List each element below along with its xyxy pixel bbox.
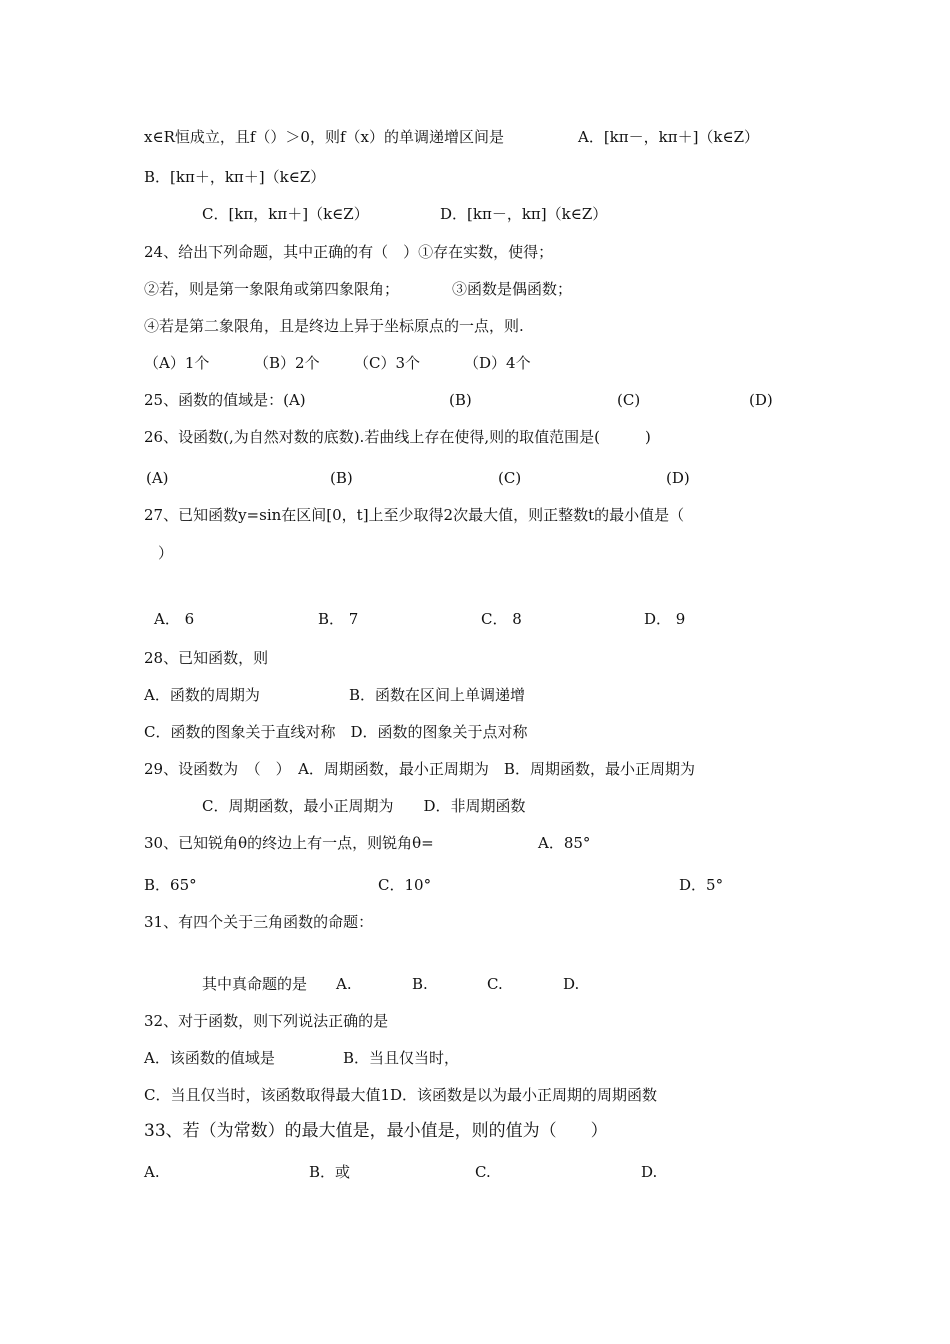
q23-option-c: C．[kπ，kπ＋]（k∈Z） xyxy=(202,205,369,223)
q24-statement-4: ④若是第二象限角，且是终边上异于坐标原点的一点，则. xyxy=(144,317,524,335)
q31-subprompt: 其中真命题的是 xyxy=(202,975,308,993)
q24-statement-2: ②若，则是第一象限角或第四象限角； xyxy=(144,280,400,298)
q24-option-a: （A）1个 xyxy=(144,354,210,372)
q23-option-d: D．[kπ－，kπ]（k∈Z） xyxy=(440,205,608,223)
q30-option-d: D．5° xyxy=(679,876,724,894)
q26-option-c: (C) xyxy=(498,469,522,487)
q30-stem: 30、已知锐角θ的终边上有一点，则锐角θ= xyxy=(144,834,434,852)
q25-option-c: (C) xyxy=(617,391,641,409)
q28-stem: 28、已知函数，则 xyxy=(144,649,269,667)
q27-option-b: B． 7 xyxy=(318,610,359,628)
q28-option-b: B．函数在区间上单调递增 xyxy=(349,686,526,704)
q23-option-b: B．[kπ＋，kπ＋]（k∈Z） xyxy=(144,168,326,186)
q31-option-b: B. xyxy=(412,975,428,993)
q33-option-b: B．或 xyxy=(309,1163,351,1181)
q25-option-b: (B) xyxy=(449,391,472,409)
q25-stem: 25、函数的值域是：(A) xyxy=(144,391,306,409)
q33-option-c: C. xyxy=(475,1163,491,1181)
q32-stem: 32、对于函数，则下列说法正确的是 xyxy=(144,1012,389,1030)
q23-stem: x∈R恒成立，且f（）＞0，则f（x）的单调递增区间是 xyxy=(144,128,504,146)
q27-option-a: A． 6 xyxy=(154,610,195,628)
q26-option-d: (D) xyxy=(666,469,690,487)
q27-stem: 27、已知函数y=sin在区间[0，t]上至少取得2次最大值，则正整数t的最小值是（ xyxy=(144,506,685,524)
q26-option-a: (A) xyxy=(146,469,169,487)
q31-option-c: C. xyxy=(487,975,503,993)
q28-option-a: A．函数的周期为 xyxy=(144,686,260,704)
q29-options-cd: C．周期函数，最小正周期为 D．非周期函数 xyxy=(202,797,526,815)
q25-option-d: (D) xyxy=(749,391,773,409)
q24-option-b: （B）2个 xyxy=(254,354,320,372)
q27-close-paren: ） xyxy=(158,544,174,562)
q33-stem: 33、若（为常数）的最大值是，最小值是，则的值为（ ） xyxy=(144,1121,608,1141)
q31-stem: 31、有四个关于三角函数的命题： xyxy=(144,913,374,931)
q31-option-a: A. xyxy=(336,975,352,993)
q23-option-a: A．[kπ－，kπ＋]（k∈Z） xyxy=(578,128,760,146)
q26-stem: 26、设函数(,为自然对数的底数).若曲线上存在使得,则的取值范围是( ) xyxy=(144,428,651,446)
q32-options-cd: C．当且仅当时，该函数取得最大值1D．该函数是以为最小正周期的周期函数 xyxy=(144,1086,658,1104)
q28-options-cd: C．函数的图象关于直线对称 D．函数的图象关于点对称 xyxy=(144,723,528,741)
q32-option-a: A．该函数的值域是 xyxy=(144,1049,275,1067)
q33-option-a: A. xyxy=(144,1163,160,1181)
q24-option-c: （C）3个 xyxy=(354,354,421,372)
q30-option-c: C．10° xyxy=(378,876,432,894)
q24-option-d: （D）4个 xyxy=(464,354,531,372)
q32-option-b: B．当且仅当时， xyxy=(343,1049,460,1067)
q33-option-d: D. xyxy=(641,1163,658,1181)
q27-option-c: C． 8 xyxy=(481,610,522,628)
q29-stem: 29、设函数为 （ ） A．周期函数，最小正周期为 B．周期函数，最小正周期为 xyxy=(144,760,695,778)
q31-option-d: D. xyxy=(563,975,580,993)
q24-stem: 24、给出下列命题，其中正确的有（ ）①存在实数，使得； xyxy=(144,243,554,261)
q30-option-b: B．65° xyxy=(144,876,197,894)
q24-statement-3: ③函数是偶函数； xyxy=(452,280,573,298)
q30-option-a: A．85° xyxy=(538,834,591,852)
q26-option-b: (B) xyxy=(330,469,353,487)
q27-option-d: D． 9 xyxy=(644,610,686,628)
